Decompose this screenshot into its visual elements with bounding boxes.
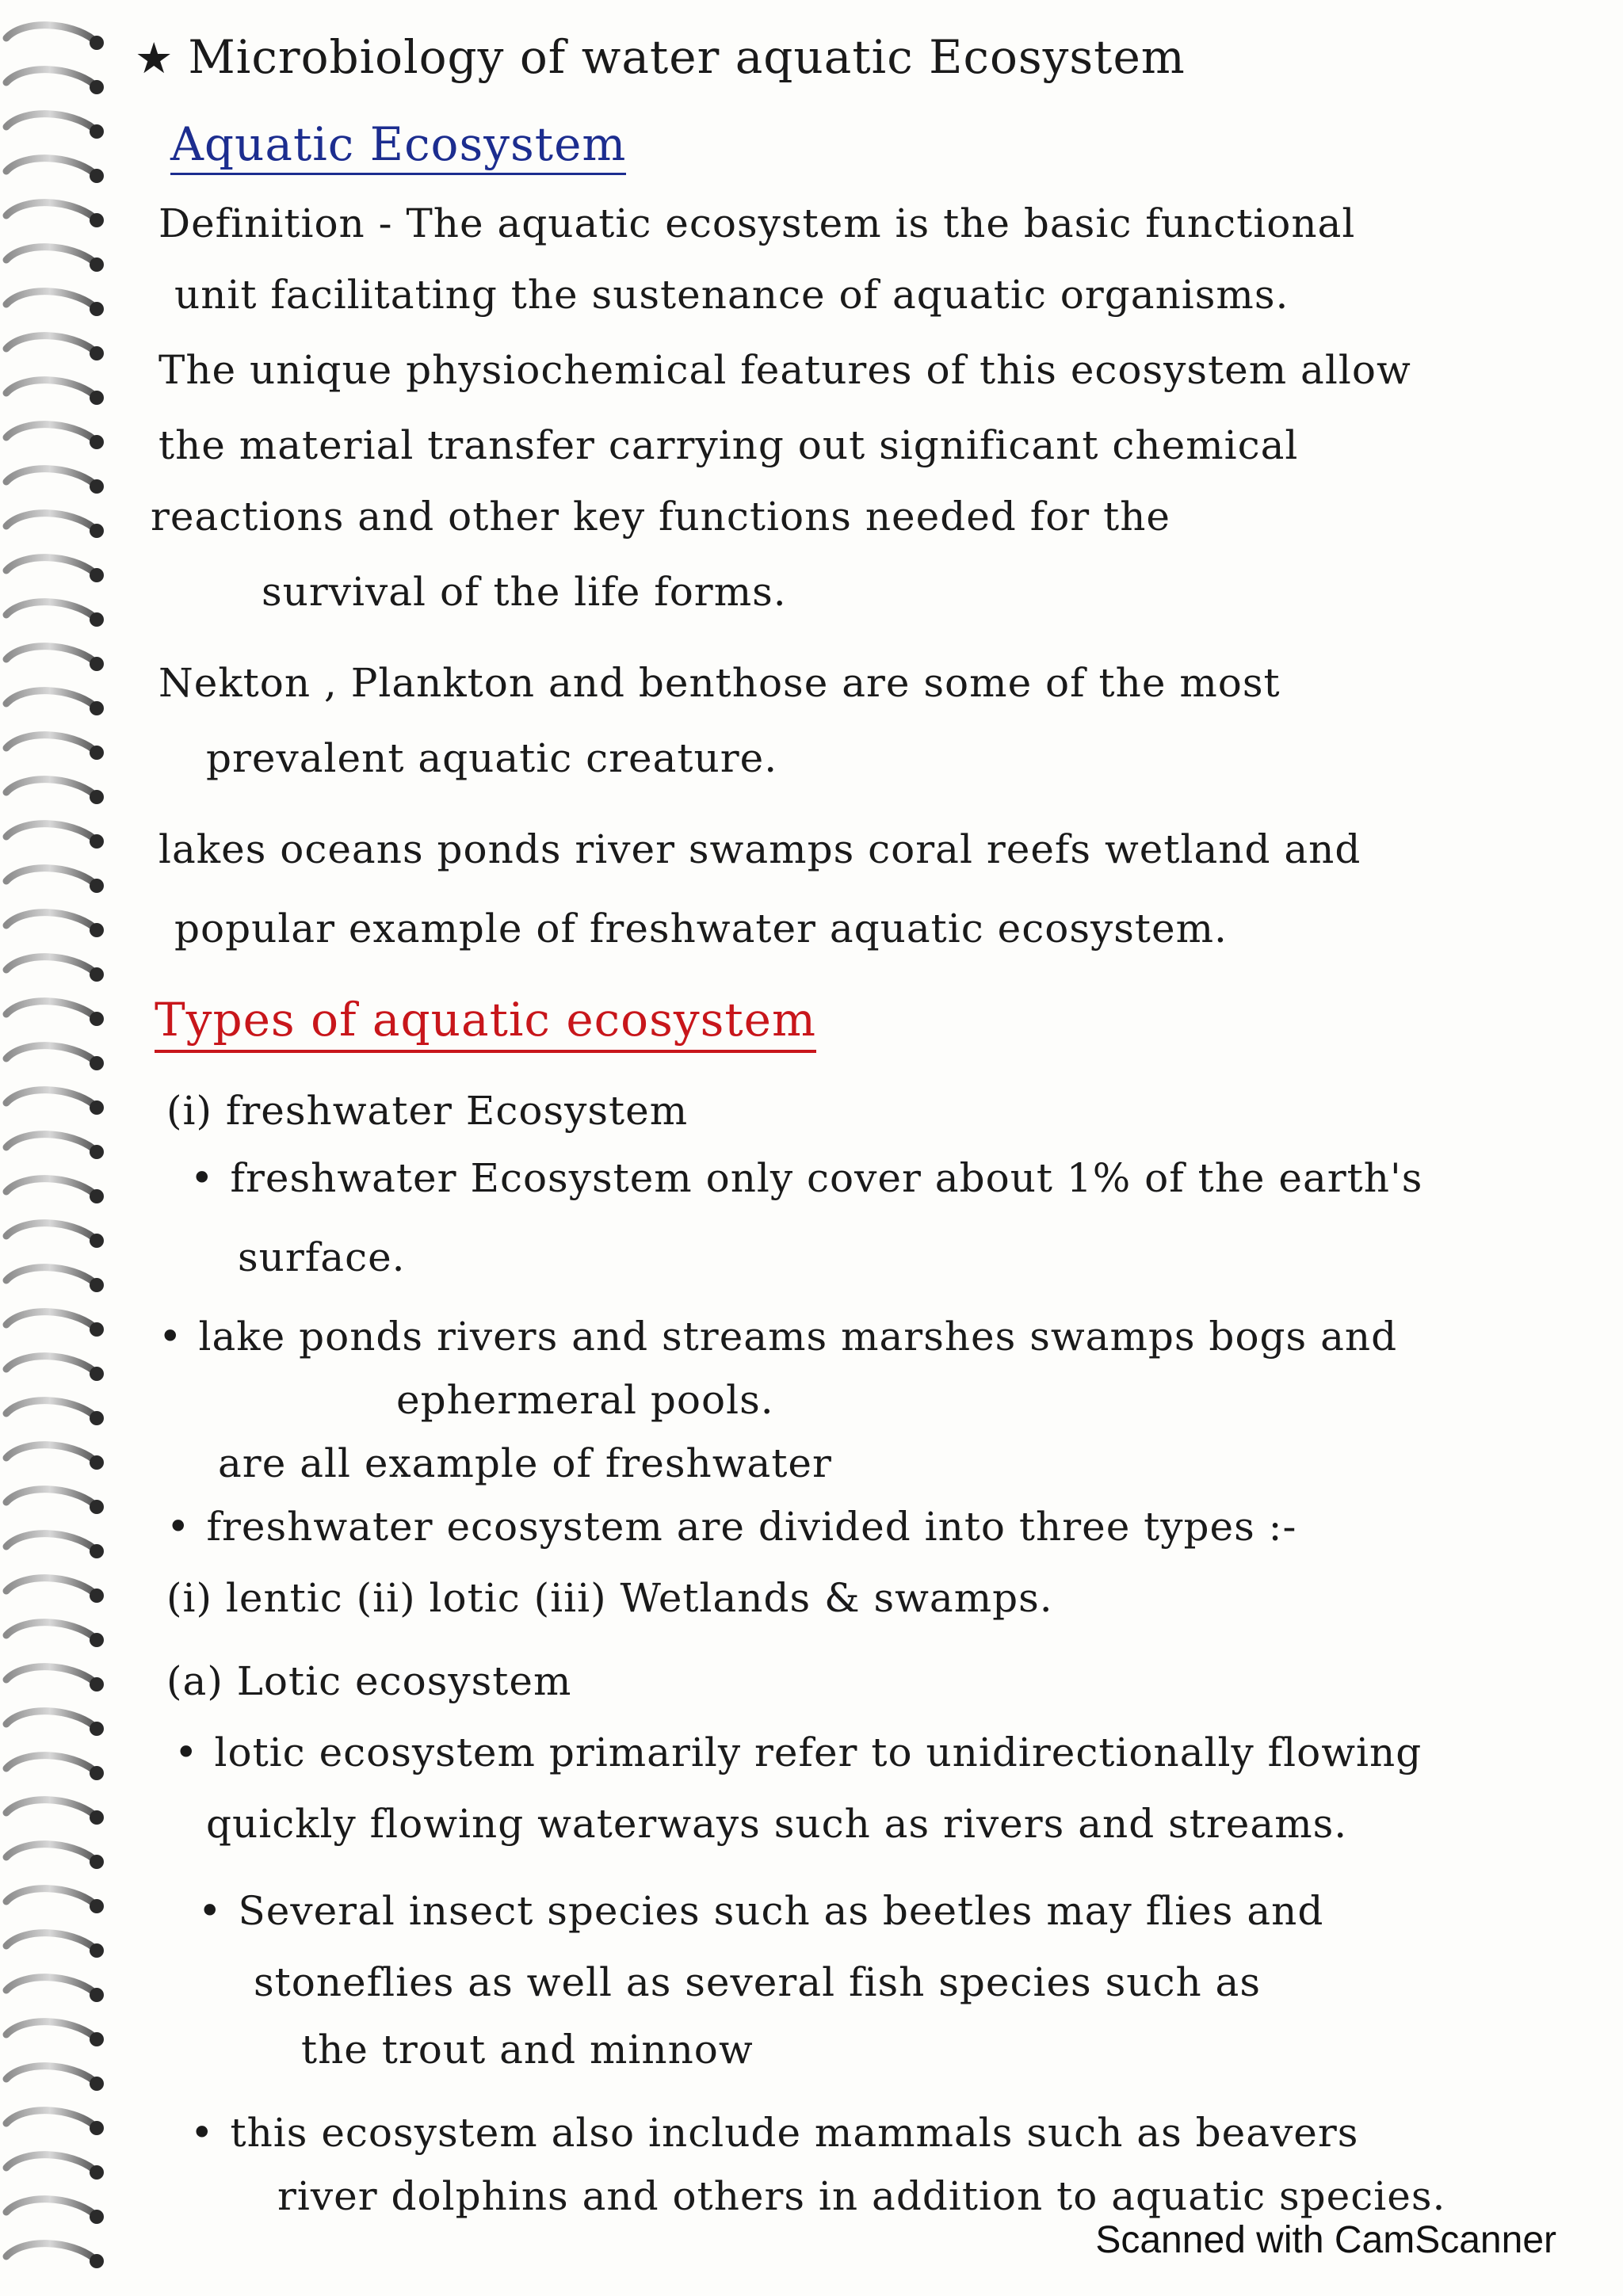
lotic-point-1: • lotic ecosystem primarily refer to unidirectionally flowing bbox=[174, 1730, 1423, 1775]
lotic-point-3-cont: river dolphins and others in addition to aquatic species. bbox=[277, 2173, 1446, 2219]
punch-hole bbox=[90, 124, 104, 139]
freshwater-types-list: (i) lentic (ii) lotic (iii) Wetlands & swamps. bbox=[166, 1575, 1053, 1621]
punch-hole bbox=[90, 213, 104, 227]
definition-line-3: The unique physiochemical features of this ecosystem allow bbox=[158, 347, 1411, 393]
freshwater-heading: (i) freshwater Ecosystem bbox=[166, 1088, 689, 1134]
punch-hole bbox=[90, 1145, 104, 1159]
lotic-point-2-cont: stoneflies as well as several fish species such as bbox=[254, 1959, 1262, 2005]
creatures-line-2: prevalent aquatic creature. bbox=[206, 735, 778, 781]
punch-hole bbox=[90, 1455, 104, 1470]
freshwater-point-2-end: are all example of freshwater bbox=[218, 1440, 832, 1486]
section-subtitle: Aquatic Ecosystem bbox=[170, 119, 626, 170]
punch-hole bbox=[90, 2210, 104, 2224]
punch-hole bbox=[90, 1810, 104, 1825]
punch-hole bbox=[90, 2165, 104, 2180]
bullet-icon: • bbox=[174, 1730, 199, 1775]
lotic-point-3: • this ecosystem also include mammals such as beavers bbox=[190, 2110, 1359, 2156]
scanner-watermark: Scanned with CamScanner bbox=[1095, 2219, 1556, 2261]
punch-hole bbox=[90, 1500, 104, 1514]
lotic-point-2: • Several insect species such as beetles may flies and bbox=[198, 1888, 1324, 1934]
punch-hole bbox=[90, 657, 104, 671]
creatures-line-1: Nekton , Plankton and benthose are some of the most bbox=[158, 660, 1281, 706]
punch-hole bbox=[90, 2077, 104, 2091]
punch-hole bbox=[90, 1278, 104, 1292]
freshwater-point-3: • freshwater ecosystem are divided into three types :- bbox=[166, 1504, 1297, 1550]
punch-hole bbox=[90, 1234, 104, 1248]
spiral-binding bbox=[0, 0, 119, 2296]
bullet-icon: • bbox=[190, 2110, 215, 2156]
lotic-point-1-cont: quickly flowing waterways such as rivers and streams. bbox=[206, 1801, 1348, 1847]
punch-hole bbox=[90, 1322, 104, 1337]
freshwater-point-1: • freshwater Ecosystem only cover about 1% of the earth's bbox=[190, 1155, 1423, 1201]
punch-hole bbox=[90, 302, 104, 316]
punch-hole bbox=[90, 346, 104, 360]
lotic-point-2-end: the trout and minnow bbox=[301, 2027, 754, 2073]
punch-hole bbox=[90, 1411, 104, 1425]
punch-hole bbox=[90, 1056, 104, 1070]
freshwater-point-2: • lake ponds rivers and streams marshes swamps bogs and bbox=[158, 1314, 1398, 1360]
punch-hole bbox=[90, 80, 104, 94]
punch-hole bbox=[90, 169, 104, 183]
examples-line-2: popular example of freshwater aquatic ecosystem. bbox=[174, 906, 1228, 952]
definition-line-2: unit facilitating the sustenance of aquatic organisms. bbox=[174, 272, 1289, 318]
star-icon: ★ bbox=[135, 33, 174, 83]
punch-hole bbox=[90, 879, 104, 893]
punch-hole bbox=[90, 967, 104, 982]
punch-hole bbox=[90, 1766, 104, 1780]
punch-hole bbox=[90, 746, 104, 760]
page-title: ★ Microbiology of water aquatic Ecosystem bbox=[135, 30, 1186, 84]
punch-hole bbox=[90, 1943, 104, 1958]
punch-hole bbox=[90, 1367, 104, 1381]
punch-hole bbox=[90, 1189, 104, 1203]
bullet-icon: • bbox=[190, 1155, 215, 1201]
punch-hole bbox=[90, 1012, 104, 1026]
punch-hole bbox=[90, 701, 104, 715]
punch-hole bbox=[90, 1100, 104, 1115]
punch-hole bbox=[90, 790, 104, 804]
punch-hole bbox=[90, 568, 104, 582]
punch-hole bbox=[90, 1899, 104, 1913]
bullet-icon: • bbox=[198, 1888, 223, 1934]
definition-line-4: the material transfer carrying out significant chemical bbox=[158, 422, 1299, 468]
punch-hole bbox=[90, 1722, 104, 1736]
punch-hole bbox=[90, 834, 104, 849]
definition-line-6: survival of the life forms. bbox=[262, 569, 787, 615]
types-heading: Types of aquatic ecosystem bbox=[155, 994, 816, 1045]
punch-hole bbox=[90, 257, 104, 272]
punch-hole bbox=[90, 1544, 104, 1558]
bullet-icon: • bbox=[158, 1314, 183, 1360]
punch-hole bbox=[90, 1633, 104, 1647]
bullet-icon: • bbox=[166, 1504, 191, 1550]
definition-line-1: Definition - The aquatic ecosystem is the basic functional bbox=[158, 200, 1356, 246]
punch-hole bbox=[90, 479, 104, 494]
punch-hole bbox=[90, 36, 104, 50]
punch-hole bbox=[90, 612, 104, 627]
punch-hole bbox=[90, 1988, 104, 2002]
punch-hole bbox=[90, 1677, 104, 1691]
lotic-heading: (a) Lotic ecosystem bbox=[166, 1658, 572, 1704]
punch-hole bbox=[90, 923, 104, 937]
freshwater-point-2-cont: ephermeral pools. bbox=[396, 1377, 774, 1423]
freshwater-point-1-cont: surface. bbox=[238, 1234, 406, 1280]
punch-hole bbox=[90, 2032, 104, 2046]
punch-hole bbox=[90, 2121, 104, 2135]
punch-hole bbox=[90, 2254, 104, 2268]
definition-line-5: reactions and other key functions needed for the bbox=[151, 494, 1170, 540]
punch-hole bbox=[90, 391, 104, 405]
punch-hole bbox=[90, 1855, 104, 1869]
punch-hole bbox=[90, 524, 104, 538]
punch-hole bbox=[90, 1589, 104, 1603]
examples-line-1: lakes oceans ponds river swamps coral reefs wetland and bbox=[158, 826, 1361, 872]
punch-hole bbox=[90, 435, 104, 449]
